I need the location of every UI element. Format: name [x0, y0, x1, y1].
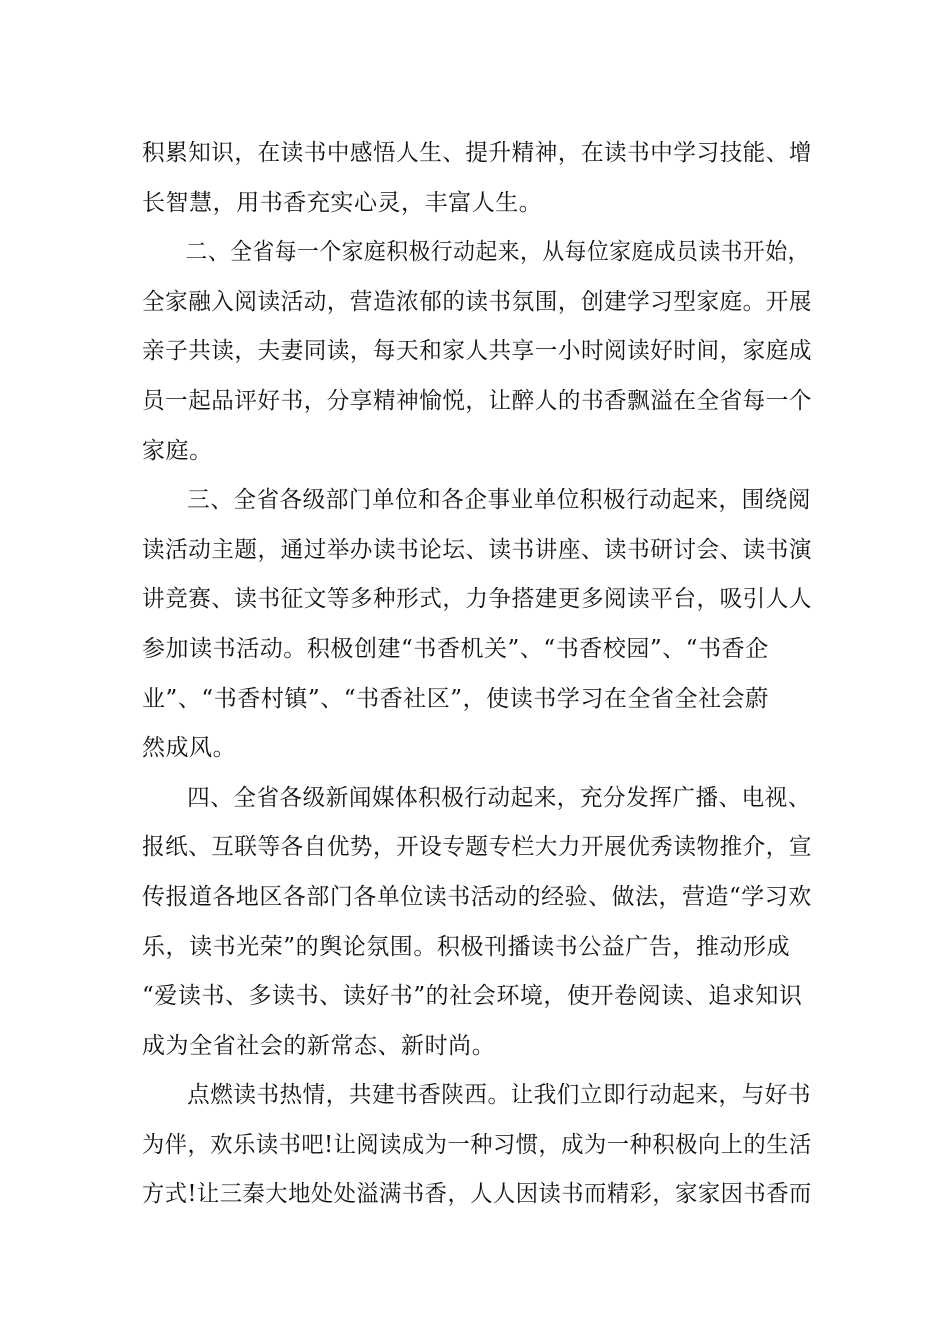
text-line: 点燃读书热情，共建书香陕西。让我们立即行动起来，与好书 — [187, 1082, 811, 1109]
text-line: 报纸、互联等各自优势，开设专题专栏大力开展优秀读物推介，宣 — [142, 834, 812, 861]
text-line: 二、全省每一个家庭积极行动起来，从每位家庭成员读书开始， — [185, 239, 810, 266]
text-line: 亲子共读，夫妻同读，每天和家人共享一小时阅读好时间，家庭成 — [142, 338, 812, 365]
paragraph-continuation — [142, 129, 812, 228]
text-line: 长智慧，用书香充实心灵，丰富人生。 — [142, 189, 543, 216]
text-line: 成为全省社会的新常态、新时尚。 — [142, 1032, 496, 1059]
paragraph-section-four — [142, 774, 812, 1072]
paragraph-closing — [142, 1071, 812, 1220]
text-line: 参加读书活动。积极创建“书香机关”、“书香校园”、“书香企 — [142, 635, 769, 662]
text-line: 积累知识，在读书中感悟人生、提升精神，在读书中学习技能、增 — [142, 140, 812, 166]
text-line: 四、全省各级新闻媒体积极行动起来，充分发挥广播、电视、 — [187, 784, 811, 811]
text-line: 员一起品评好书，分享精神愉悦，让醉人的书香飘溢在全省每一个 — [142, 387, 812, 414]
text-line: 为伴，欢乐读书吧!让阅读成为一种习惯，成为一种积极向上的生活 — [142, 1131, 812, 1158]
document-body — [142, 129, 812, 1220]
text-line: 读活动主题，通过举办读书论坛、读书讲座、读书研讨会、读书演 — [142, 536, 812, 563]
text-line: 全家融入阅读活动，营造浓郁的读书氛围，创建学习型家庭。开展 — [142, 288, 812, 315]
text-line: 乐，读书光荣”的舆论氛围。积极刊播读书公益广告，推动形成 — [142, 933, 791, 960]
text-line: 传报道各地区各部门各单位读书活动的经验、做法，营造“学习欢 — [142, 883, 812, 910]
text-line: 三、全省各级部门单位和各企事业单位积极行动起来，围绕阅 — [187, 487, 811, 514]
paragraph-section-two — [142, 228, 812, 476]
text-line: “爱读书、多读书、读好书”的社会环境，使开卷阅读、追求知识 — [142, 983, 803, 1010]
text-line: 然成风。 — [142, 735, 237, 762]
paragraph-section-three — [142, 476, 812, 774]
text-line: 讲竞赛、读书征文等多种形式，力争搭建更多阅读平台，吸引人人 — [142, 586, 812, 613]
text-line: 家庭。 — [142, 437, 213, 464]
text-line: 方式!让三秦大地处处溢满书香，人人因读书而精彩，家家因书香而 — [142, 1181, 812, 1208]
text-line: 业”、“书香村镇”、“书香社区”，使读书学习在全省全社会蔚 — [142, 685, 769, 712]
